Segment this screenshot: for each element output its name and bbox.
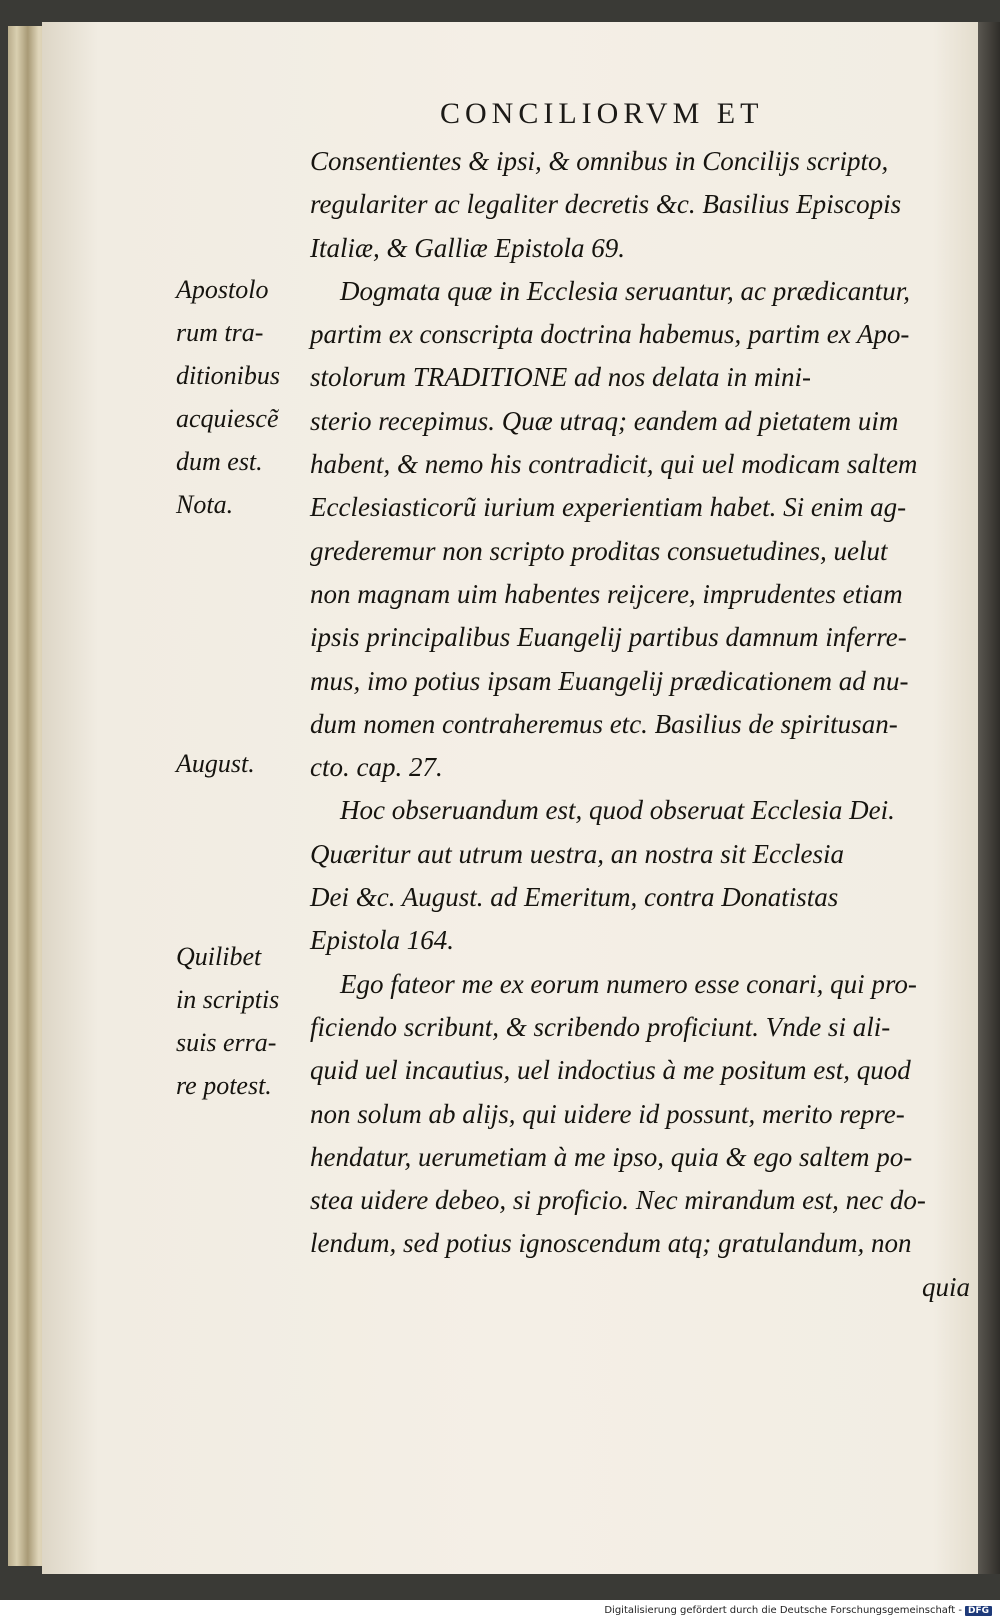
margin-note-nota [176,483,301,526]
margin-note-line: in scriptis [176,985,280,1014]
margin-note-quilibet [176,935,301,1107]
margin-note-line: re potest. [176,1071,272,1100]
body-line: Ego fateor me ex eorum numero esse conari, qui pro- [340,968,917,999]
body-line: cto. cap. 27. [310,752,443,783]
body-line: Quæritur aut utrum uestra, an nostra sit Ecclesia [310,838,845,869]
margin-note-line: ditionibus [176,361,281,390]
body-text [310,140,980,1309]
margin-note-august [176,742,301,785]
body-line: non magnam uim habentes reijcere, imprudentes etiam [310,578,903,609]
body-line: stolorum TRADITIONE ad nos delata in mini- [310,362,812,393]
margin-note-line: Apostolo [176,275,269,304]
body-line: hendatur, uerumetiam à me ipso, quia & ego saltem po- [310,1141,913,1172]
body-line: Dogmata quæ in Ecclesia seruantur, ac prædicantur, [340,275,910,306]
credit-text: Digitalisierung gefördert durch die Deutsche Forschungsgemeinschaft - [604,1605,962,1616]
running-head: CONCILIORVM ET [440,97,764,130]
dfg-logo: DFG [965,1606,992,1616]
margin-note-line: Quilibet [176,942,262,971]
margin-note-line: suis erra- [176,1028,277,1057]
body-line: Consentientes & ipsi, & omnibus in Concilijs scripto, [310,146,889,176]
body-line: Italiæ, & Galliæ Epistola 69. [310,232,626,263]
body-line: partim ex conscripta doctrina habemus, partim ex Apo- [310,319,910,350]
body-line: lendum, sed potius ignoscendum atq; gratulandum, non [310,1228,912,1259]
body-line: Dei &c. August. ad Emeritum, contra Donatistas [310,882,839,913]
body-line: Epistola 164. [310,925,455,956]
body-line: stea uidere debeo, si proficio. Nec mirandum est, nec do- [310,1185,926,1216]
margin-note-apostolorum [176,268,301,483]
digitization-credit [604,1605,992,1616]
body-line: grederemur non scripto proditas consuetudines, uelut [310,535,888,566]
body-line: non solum ab alijs, qui uidere id possunt, merito repre- [310,1098,905,1129]
margin-note-line: dum est. [176,447,263,476]
body-line: regulariter ac legaliter decretis &c. Basilius Episcopis [310,189,902,220]
body-line: ipsis principalibus Euangelij partibus damnum inferre- [310,622,907,653]
catchword: quia [921,1271,970,1302]
body-line: ficiendo scribunt, & scribendo proficiunt. Vnde si ali- [310,1011,891,1042]
body-line: habent, & nemo his contradicit, qui uel modicam saltem [310,449,918,480]
page-shadow-right [978,22,1000,1574]
margin-note-line: rum tra- [176,318,264,347]
margin-note-line: August. [176,749,255,778]
body-line: quid uel incautius, uel indoctius à me positum est, quod [310,1055,911,1086]
margin-note-line: Nota. [176,490,234,519]
body-line: sterio recepimus. Quæ utraq; eandem ad pietatem uim [310,405,899,436]
body-line: dum nomen contraheremus etc. Basilius de spiritusan- [310,708,898,739]
margin-note-line: acquiescẽ [176,404,279,433]
body-line: mus, imo potius ipsam Euangelij prædicationem ad nu- [310,665,909,696]
body-line: Ecclesiasticorũ iurium experientiam habet. Si enim ag- [310,492,907,523]
body-line: Hoc obseruandum est, quod obseruat Ecclesia Dei. [340,795,895,826]
